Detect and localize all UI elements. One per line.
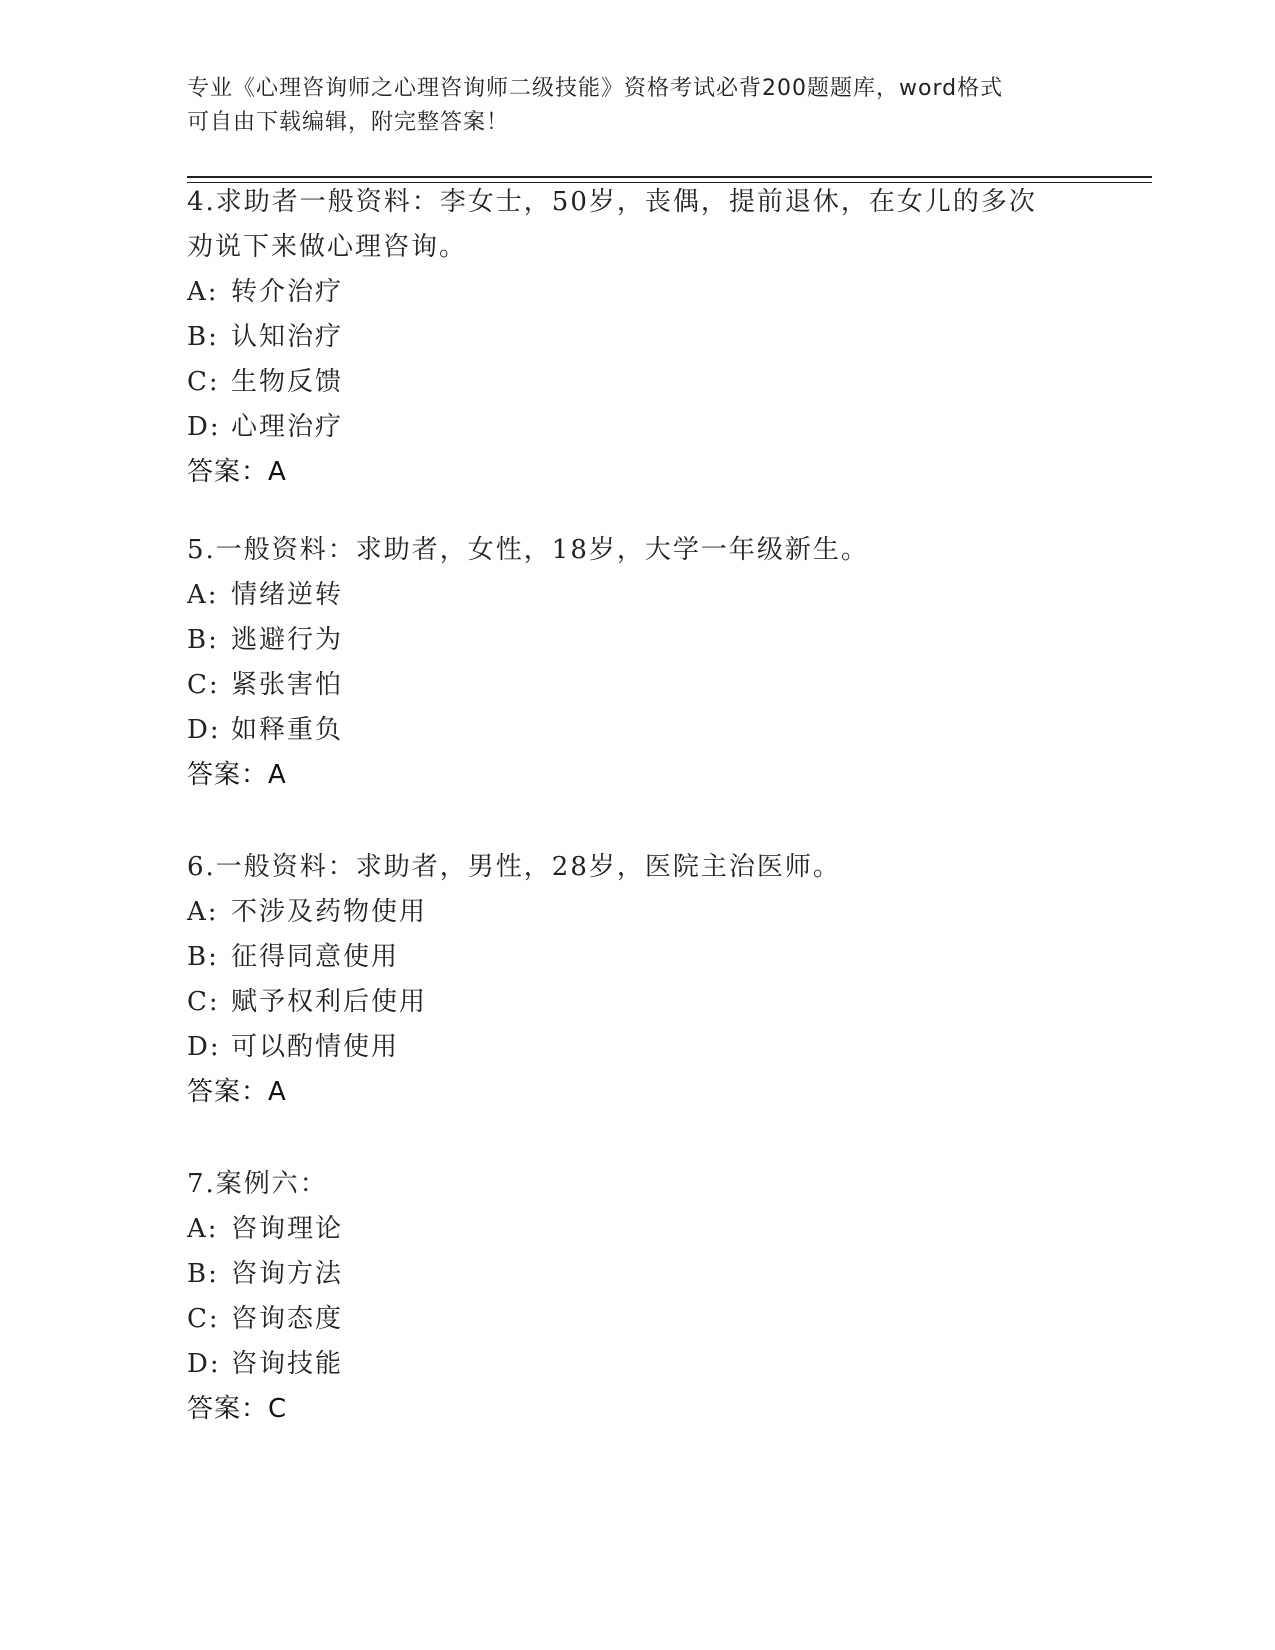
option-key: D: xyxy=(187,1349,221,1379)
option-text: 征得同意使用 xyxy=(231,942,400,972)
option-key: C: xyxy=(187,670,220,700)
option-key: C: xyxy=(187,1304,220,1334)
question-stem xyxy=(187,180,1087,270)
question-stem-line: 5.一般资料：求助者，女性，18岁，大学一年级新生。 xyxy=(187,535,869,565)
option-text: 转介治疗 xyxy=(231,277,344,307)
option-key: B: xyxy=(187,942,219,972)
option-text: 生物反馈 xyxy=(231,367,344,397)
option-c xyxy=(187,360,1087,405)
option-text: 紧张害怕 xyxy=(231,670,344,700)
header-line-2: 可自由下载编辑，附完整答案！ xyxy=(187,110,510,135)
question-stem xyxy=(187,1162,1087,1207)
header-line-1: 专业《心理咨询师之心理咨询师二级技能》资格考试必背200题题库，word格式 xyxy=(187,76,1004,101)
option-c xyxy=(187,980,1087,1025)
answer-label: 答案：A xyxy=(187,457,287,487)
option-text: 咨询理论 xyxy=(231,1214,344,1244)
option-key: B: xyxy=(187,1259,219,1289)
option-a xyxy=(187,890,1087,935)
option-b xyxy=(187,315,1087,360)
option-b xyxy=(187,618,1087,663)
option-key: A: xyxy=(187,277,219,307)
option-text: 认知治疗 xyxy=(231,322,344,352)
option-text: 咨询态度 xyxy=(231,1304,344,1334)
option-c xyxy=(187,663,1087,708)
option-d xyxy=(187,1025,1087,1070)
document-header xyxy=(187,72,1067,140)
question-stem-line: 劝说下来做心理咨询。 xyxy=(187,232,468,262)
option-text: 心理治疗 xyxy=(231,412,344,442)
option-a xyxy=(187,270,1087,315)
option-key: C: xyxy=(187,367,220,397)
option-key: D: xyxy=(187,412,221,442)
question-5 xyxy=(187,528,1087,798)
option-key: D: xyxy=(187,1032,221,1062)
option-text: 可以酌情使用 xyxy=(231,1032,400,1062)
question-6 xyxy=(187,845,1087,1115)
option-b xyxy=(187,935,1087,980)
option-d xyxy=(187,708,1087,753)
option-a xyxy=(187,1207,1087,1252)
answer-label: 答案：A xyxy=(187,1077,287,1107)
question-stem-line: 7.案例六： xyxy=(187,1169,328,1199)
option-key: A: xyxy=(187,897,219,927)
option-key: B: xyxy=(187,322,219,352)
option-key: B: xyxy=(187,625,219,655)
answer-label: 答案：C xyxy=(187,1394,288,1424)
option-d xyxy=(187,1342,1087,1387)
option-text: 赋予权利后使用 xyxy=(231,987,428,1017)
option-key: A: xyxy=(187,580,219,610)
question-stem-line: 4.求助者一般资料：李女士，50岁，丧偶，提前退休，在女儿的多次 xyxy=(187,187,1037,217)
option-key: C: xyxy=(187,987,220,1017)
option-text: 情绪逆转 xyxy=(231,580,344,610)
question-4 xyxy=(187,180,1087,495)
answer-label: 答案：A xyxy=(187,760,287,790)
option-text: 如释重负 xyxy=(231,715,344,745)
question-stem xyxy=(187,528,1087,573)
option-key: A: xyxy=(187,1214,219,1244)
option-b xyxy=(187,1252,1087,1297)
option-text: 咨询方法 xyxy=(231,1259,344,1289)
option-d xyxy=(187,405,1087,450)
question-stem-line: 6.一般资料：求助者，男性，28岁，医院主治医师。 xyxy=(187,852,841,882)
header-divider-thick xyxy=(187,176,1152,178)
option-key: D: xyxy=(187,715,221,745)
question-7 xyxy=(187,1162,1087,1432)
question-stem xyxy=(187,845,1087,890)
option-a xyxy=(187,573,1087,618)
option-text: 不涉及药物使用 xyxy=(231,897,428,927)
option-text: 咨询技能 xyxy=(231,1349,344,1379)
option-c xyxy=(187,1297,1087,1342)
option-text: 逃避行为 xyxy=(231,625,344,655)
